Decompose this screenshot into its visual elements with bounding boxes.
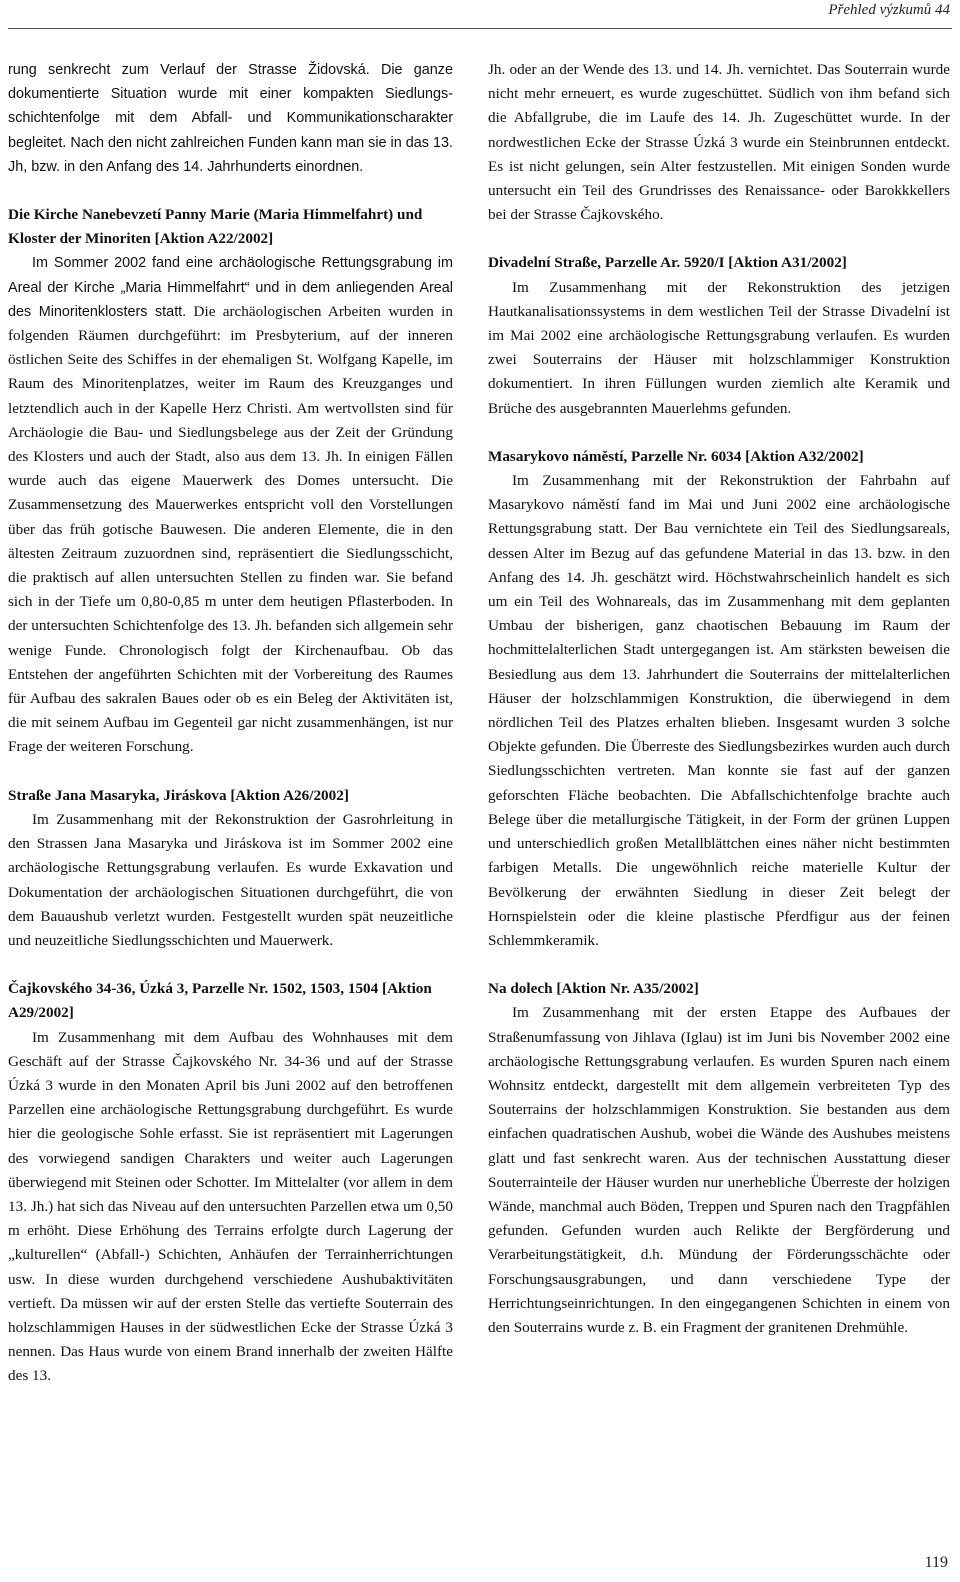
page-number: 119 [924, 1554, 948, 1571]
section-heading-masarykovo: Masarykovo náměstí, Parzelle Nr. 6034 [Aktion A32/2002] [488, 447, 864, 465]
section-cajkovskeho-paragraph: Im Zusammenhang mit dem Aufbau des Wohnhauses mit dem Geschäft auf der Strasse Čajkovského Nr. 34-36 und auf der Strasse Úzká 3 wurde in den Monaten April bis Juni 2002 auf den betroffenen Parzellen eine archäologische Rettungsgrabung durchgeführt. Es wurde hier die geologische Sohle erfasst. Sie ist repräsentiert mit Lagerungen des vorwiegend sandigen Charakters und weiter auch Lagerungen überwiegend mit Steinen oder Schotter. Im Mittelalter (vor allem in dem 13. Jh.) hat sich das Niveau auf den untersuchten Parzellen etwa um 0,50 m erhöht. Diese Erhöhung des Terrains erfolgte durch Lagerung der „kulturellen“ (Abfall-) Schichten, Anhäufen der Terrainherrichtungen usw. In diese wurden durchgehend verschiedene Aushubaktivitäten vertieft. Da müssen wir auf der ersten Stelle das vertiefte Souterrain des holzschlammigen Hauses in der südwestlichen Ecke der Strasse Úzká 3 nennen. Das Haus wurde von einem Brand innerhalb der zweiten Hälfte des 13. [8, 1028, 453, 1385]
section-na-dolech-paragraph: Im Zusammenhang mit der ersten Etappe des Aufbaues der Straßenumfassung von Jihlava (Iglau) ist im Juni bis November 2002 eine archäologische Rettungsgrabung verlaufen. Es wurden Spuren nach einem Wohnsitz entdeckt, dargestellt mit dem allgemein verbreiteten Typ des Souterrains der holzschlammigen Konstruktion. Sie bestanden aus dem einfachen quadratischen Aushub, wobei die Wände des Aushubes meistens glatt und fast senkrecht waren. Aus der technischen Ausstattung dieser Souterrainteile der Häuser wurden nur unerhebliche Überreste der holzigen Wände, manchmal auch Böden, Treppen und Spuren nach den Tragpfählen gefunden. Gefunden wurden auch Relikte der Bergförderung und Verarbeitungstätigkeit, d.h. Mündung der Förderungsschächte oder Forschungsausgrabungen, und dann verschiedene Type der Herrichtungseinrichtungen. In den eingegangenen Schichten in einem von den Souterrains wurde z. B. ein Fragment der granitenen Drehmühle. [488, 1004, 950, 1336]
section-heading-cajkovskeho: Čajkovského 34-36, Úzká 3, Parzelle Nr. 1502, 1503, 1504 [Aktion A29/2002] [8, 980, 432, 1022]
section-heading-divadelni: Divadelní Straße, Parzelle Ar. 5920/I [Aktion A31/2002] [488, 254, 847, 272]
section-heading-masaryka: Straße Jana Masaryka, Jiráskova [Aktion A26/2002] [8, 786, 349, 804]
section-heading-kirche: Die Kirche Nanebevzetí Panny Marie (Maria Himmelfahrt) und Kloster der Minoriten [Aktion A22/2002] [8, 206, 423, 248]
section-masaryka-paragraph: Im Zusammenhang mit der Rekonstruktion der Gasrohrleitung in den Strassen Jana Masaryka und Jiráskova ist im Sommer 2002 eine archäologische Rettungsgrabung verlaufen. Es wurde Exkavation und Dokumentation der archäologischen Situationen durchgeführt, die von dem Bauaushub verletzt wurden. Festgestellt wurden spät neuzeitliche und neuzeitliche Siedlungsschichten und Mauerwerk. [8, 810, 453, 949]
section-heading-na-dolech: Na dolech [Aktion Nr. A35/2002] [488, 980, 699, 998]
header-rule [8, 28, 952, 29]
left-column [8, 58, 453, 1389]
section-kirche-paragraph-body: Die archäologischen Arbeiten wurden in folgenden Räumen durchgeführt: im Presbyterium, auf der inneren östlichen Seite des Schiffes in der ehemaligen St. Wolfgang Kapelle, im Raum des Minoritenplatzes, weiter im Raum des Kreuzganges und letztendlich auch in der Kapelle Herz Christi. Am wertvollsten sind für Archäologie die Bau- und Siedlungsbelege aus der Zeit der Gründung des Klosters und auch der Stadt, also aus dem 13. Jh. In einigen Fällen wurde auch das eigene Mauerwerk des Domes untersucht. Die Zusammensetzung des Mauerwerkes entspricht voll den Vorstellungen über das früh gotische Bauwesen. Die anderen Elemente, die in den ältesten Zeitraum zuzuordnen sind, repräsentiert die Siedlungsschicht, die praktisch auf allen untersuchten Stellen zu finden war. Sie befand sich in der Tiefe um 0,80-0,85 m unter dem heutigen Pflasterboden. In der untersuchten Schichtenfolge des 13. Jh. befanden sich allgemein sehr wenige Funde. Chronologisch folgt der Kirchenaufbau. Ob das Entstehen der angeführten Schichten mit der Vorbereitung des Raumes für Aufbau des sakralen Baues oder ob es ein Beleg der Aktivitäten ist, die mit seinem Aufbau im Gegenteil gar nicht zusammenhängen, ist nur Frage der weiteren Forschung. [8, 302, 454, 756]
section-divadelni-paragraph: Im Zusammenhang mit der Rekonstruktion des jetzigen Hautkanalisationssystems in dem westlichen Teil der Strasse Divadelní ist im Mai 2002 eine archäologische Rettungsgrabung verlaufen. Es wurden zwei Souterrains der Häuser mit holzschlammiger Konstruktion dokumentiert. In ihren Füllungen wurden ziemlich alte Keramik und Brüche des ausgebrannten Mauerlehms gefunden. [488, 278, 950, 417]
running-head: Přehled výzkumů 44 [828, 2, 950, 18]
section-masarykovo-paragraph: Im Zusammenhang mit der Rekonstruktion der Fahrbahn auf Masarykovo náměstí fand im Mai und Juni 2002 eine archäologische Rettungsgrabung statt. Der Bau vernichtete ein Teil des Siedlungsareals, dessen Alter im Bezug auf das gefundene Material in das 13. bzw. in den Anfang des 14. Jh. geschätzt wird. Höchstwahrscheinlich handelt es sich um ein Teil des Wohnareals, das im Zusammenhang mit dem geplanten Umbau der bisherigen, ganz chaotischen Bebauung im Raum der hochmittelalterlichen Stadt untergegangen ist. Am stärksten beweisen die Besiedlung aus dem 13. Jahrhundert die Souterrains der mittelalterlichen Häuser der holzschlammigen Konstruktion, die überwiegend in dem nördlichen Teil des Platzes erhalten blieben. Insgesamt wurden 3 solche Objekte gefunden. Die Überreste des Siedlungsbezirkes wurden auch durch Siedlungsschichten vertreten. Man konnte sie fast auf der ganzen geforschten Fläche beobachten. Die Abfallschichtenfolge brachte auch Belege über die metallurgische Tätigkeit, in der Form der grünen Luppen und unterschiedlich großen Metallblättchen eines näher nicht bestimmten farbigen Metalls. Die ungewöhnlich reiche materielle Kultur der Bevölkerung der erwähnten Siedlung in dieser Zeit belegt der Hornspielstein oder die kleine plastische Pferdfigur aus der feinen Schlemmkeramik. [488, 472, 950, 949]
intro-paragraph: rung senkrecht zum Verlauf der Strasse Židovská. Die ganze dokumentierte Situation wurde mit einer kompakten Siedlungsschichtenfolge mit dem Abfall- und Kommunikationscharakter begleitet. Nach den nicht zahlreichen Funden kann man sie in das 13. Jh, bzw. in den Anfang des 14. Jahrhunderts einordnen. [8, 62, 453, 175]
right-column [488, 58, 950, 1340]
continued-paragraph: Jh. oder an der Wende des 13. und 14. Jh. vernichtet. Das Souterrain wurde nicht mehr erneuert, es wurde zugeschüttet. Südlich von ihm befand sich die Abfallgrube, die im Laufe des 14. Jh. Zugeschüttet wurde. In der nordwestlichen Ecke der Strasse Úzká 3 wurde ein Steinbrunnen entdeckt. Es ist nicht gelungen, sein Alter festzustellen. Mit einigen Sonden wurde untersucht ein Teil des Grundrisses des Renaissance- oder Barokkkellers bei der Strasse Čajkovského. [488, 61, 950, 224]
section-kirche-paragraph-lead: Im Sommer 2002 fand eine archäologische Rettungsgrabung im Areal der Kirche „Maria Himmelfahrt“ und in dem anliegenden Areal des Minoritenklosters statt. [8, 255, 453, 320]
